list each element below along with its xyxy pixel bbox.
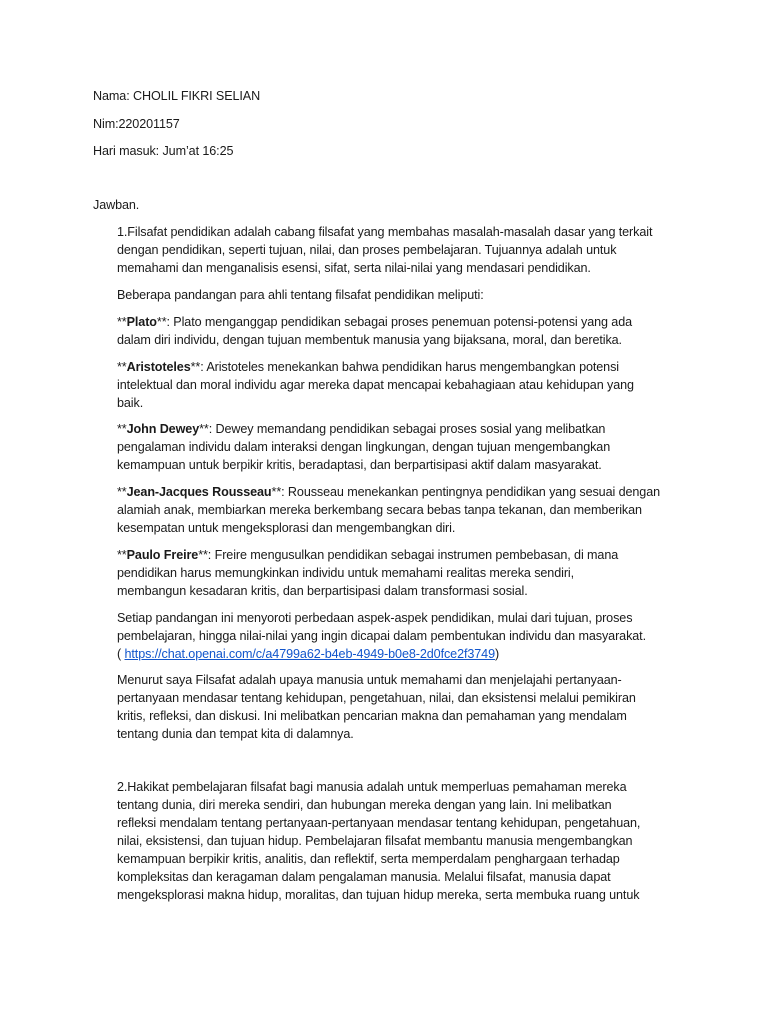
expert-name: Aristoteles <box>126 360 191 374</box>
expert-name: Paulo Freire <box>126 548 199 562</box>
paren-open: ( <box>117 647 125 661</box>
text-line: kemampuan untuk berpikir kritis, beradaptasi, dan berpartisipasi aktif dalam masyarakat. <box>117 458 602 472</box>
expert-desc: **: Dewey memandang pendidikan sebagai proses sosial yang melibatkan <box>199 422 606 436</box>
text-line: pendidikan harus memungkinkan individu untuk memahami realitas mereka sendiri, <box>117 566 575 580</box>
text-line: kritis, refleksi, dan diskusi. Ini melibatkan pencarian makna dan pemahaman yang mendalam <box>117 709 627 723</box>
text-line: pertanyaan mendasar tentang kehidupan, pengetahuan, nilai, dan eksistensi melalui pemikiran <box>117 691 636 705</box>
student-name: Nama: CHOLIL FIKRI SELIAN <box>93 89 261 103</box>
text-line: kompleksitas dan keragaman dalam pengalaman manusia. Melalui filsafat, manusia dapat <box>117 870 611 884</box>
text-line: tentang dunia dan tempat kita di dalamnya. <box>117 727 354 741</box>
text-line: dengan pendidikan, seperti tujuan, nilai, dan proses pembelajaran. Tujuannya adalah untuk <box>117 243 617 257</box>
expert-heading-line <box>117 546 673 564</box>
text-line: alamiah anak, membiarkan mereka berkembang secara bebas tanpa tekanan, dan memberikan <box>117 503 642 517</box>
summary-paragraph <box>117 609 673 663</box>
text-line: 2.Hakikat pembelajaran filsafat bagi manusia adalah untuk memperluas pemahaman mereka <box>117 780 627 794</box>
text-line: kesempatan untuk mengeksplorasi dan mengembangkan diri. <box>117 521 456 535</box>
text-line: membangun kesadaran kritis, dan berpartisipasi dalam transformasi sosial. <box>117 584 528 598</box>
answer-2-paragraph <box>117 778 673 904</box>
source-link[interactable]: https://chat.openai.com/c/a4799a62-b4eb-4949-b0e8-2d0fce2f3749 <box>124 647 495 661</box>
answer-1-paragraph <box>117 223 673 277</box>
paren-close: ) <box>495 647 500 661</box>
text-line: pembelajaran, hingga nilai-nilai yang ingin dicapai dalam pembentukan individu dan masyarakat. <box>117 629 646 643</box>
text-line: baik. <box>117 396 144 410</box>
marker: ** <box>117 548 127 562</box>
expert-plato <box>117 313 673 349</box>
text-line: refleksi mendalam tentang pertanyaan-pertanyaan mendasar tentang kehidupan, pengetahuan, <box>117 816 641 830</box>
text-line: Setiap pandangan ini menyoroti perbedaan aspek-aspek pendidikan, mulai dari tujuan, proses <box>117 611 633 625</box>
text-line: nilai, eksistensi, dan tujuan hidup. Pembelajaran filsafat membantu manusia mengembangkan <box>117 834 633 848</box>
opinion-paragraph <box>117 671 673 743</box>
text-line: mengeksplorasi makna hidup, moralitas, dan tujuan hidup mereka, serta membuka ruang untuk <box>117 888 640 902</box>
expert-desc: **: Freire mengusulkan pendidikan sebagai instrumen pembebasan, di mana <box>198 548 619 562</box>
text-line: dalam diri individu, dengan tujuan membentuk manusia yang bijaksana, moral, dan beretika. <box>117 333 622 347</box>
marker: ** <box>117 485 127 499</box>
expert-heading-line <box>117 358 673 376</box>
expert-john-dewey <box>117 420 673 474</box>
class-day: Hari masuk: Jum’at 16:25 <box>93 144 234 158</box>
text-line: tentang dunia, diri mereka sendiri, dan hubungan mereka dengan yang lain. Ini melibatkan <box>117 798 612 812</box>
expert-name: Plato <box>126 315 157 329</box>
expert-paulo-freire <box>117 546 673 600</box>
text-line: intelektual dan moral individu agar mereka dapat mencapai kebahagiaan atau kehidupan yang <box>117 378 634 392</box>
expert-name: John Dewey <box>126 422 200 436</box>
student-nim: Nim:220201157 <box>93 117 180 131</box>
text-line: pengalaman individu dalam interaksi dengan lingkungan, dengan tujuan mengembangkan <box>117 440 611 454</box>
expert-rousseau <box>117 483 673 537</box>
source-line <box>117 645 673 663</box>
marker: ** <box>117 360 127 374</box>
marker: ** <box>117 422 127 436</box>
expert-name: Jean-Jacques Rousseau <box>126 485 272 499</box>
text-line: memahami dan menganalisis esensi, sifat, serta nilai-nilai yang mendasari pendidikan. <box>117 261 591 275</box>
marker: ** <box>117 315 127 329</box>
answer-label: Jawban. <box>93 198 140 212</box>
expert-desc: **: Plato menganggap pendidikan sebagai proses penemuan potensi-potensi yang ada <box>156 315 633 329</box>
text-line: Menurut saya Filsafat adalah upaya manusia untuk memahami dan menjelajahi pertanyaan- <box>117 673 622 687</box>
expert-desc: **: Rousseau menekankan pentingnya pendidikan yang sesuai dengan <box>271 485 661 499</box>
expert-aristoteles <box>117 358 673 412</box>
text-line: 1.Filsafat pendidikan adalah cabang filsafat yang membahas masalah-masalah dasar yang terkait <box>117 225 653 239</box>
expert-heading-line <box>117 420 673 438</box>
expert-desc: **: Aristoteles menekankan bahwa pendidikan harus mengembangkan potensi <box>190 360 619 374</box>
text-line: kemampuan berpikir kritis, analitis, dan reflektif, serta memperdalam penghargaan terhadap <box>117 852 620 866</box>
experts-intro: Beberapa pandangan para ahli tentang filsafat pendidikan meliputi: <box>117 288 484 302</box>
expert-heading-line <box>117 313 673 331</box>
expert-heading-line <box>117 483 673 501</box>
